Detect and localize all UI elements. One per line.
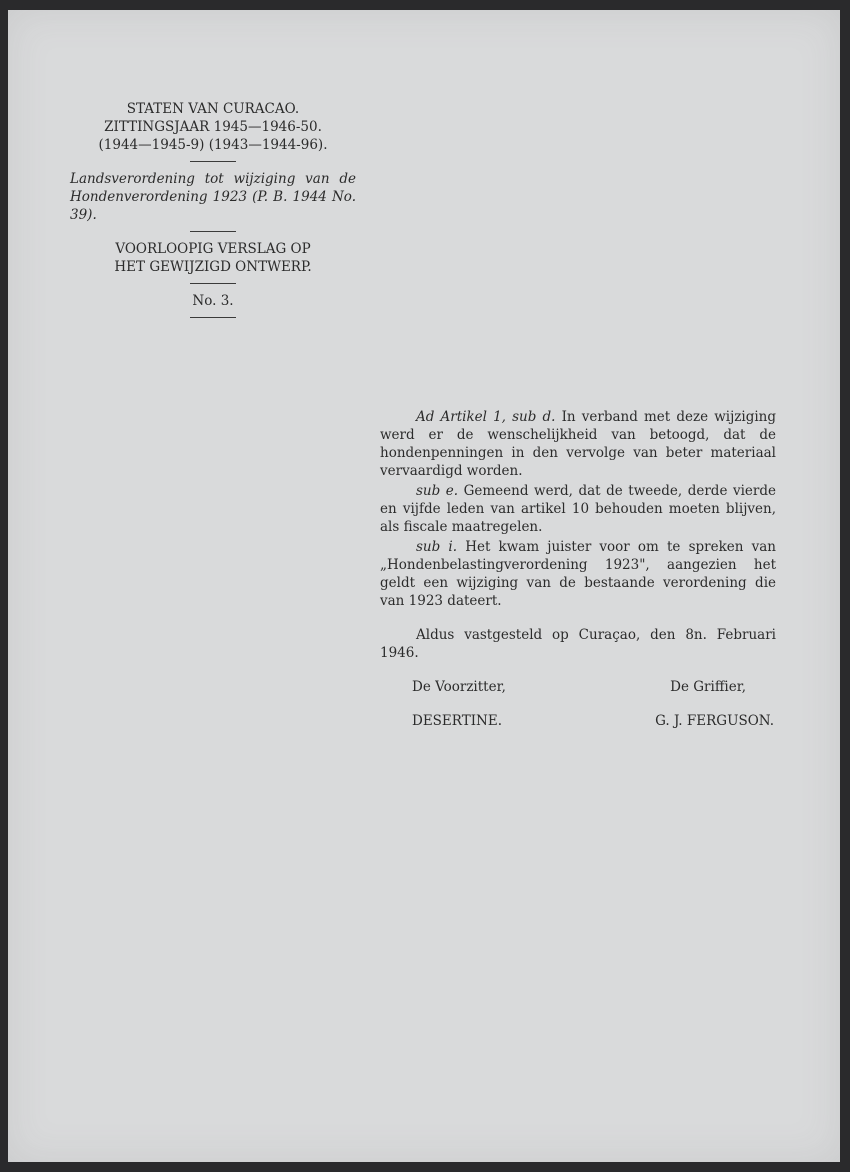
chair-title: De Voorzitter, <box>412 679 506 695</box>
clerk-title: De Griffier, <box>670 679 746 695</box>
divider <box>190 161 236 162</box>
paragraph-text: Het kwam juister voor om te spreken van „Hondenbelastingverordening 1923", aangezien het geldt een wijziging van de bestaande verordening die van 1923 dateert. <box>380 539 776 609</box>
signature-names <box>380 712 776 730</box>
paragraph-sub-e <box>380 482 776 536</box>
signature-titles <box>380 678 776 696</box>
document-number: No. 3. <box>192 293 234 309</box>
report-body <box>380 408 776 730</box>
document-header <box>68 100 358 326</box>
paragraph-article-1-sub-d <box>380 408 776 480</box>
clerk-name: G. J. FERGUSON. <box>655 713 774 729</box>
session-year: ZITTINGSJAAR 1945—1946-50. <box>104 119 322 135</box>
paragraph-label: Ad Artikel 1, sub d. <box>416 409 556 425</box>
report-title-line1: VOORLOOPIG VERSLAG OP <box>115 241 311 257</box>
divider <box>190 283 236 284</box>
report-title-line2: HET GEWIJZIGD ONTWERP. <box>114 259 312 275</box>
ordinance-subject: Landsverordening tot wijziging van de Hondenverordening 1923 (P. B. 1944 No. 39). <box>70 171 356 223</box>
previous-sessions: (1944—1945-9) (1943—1944-96). <box>98 137 328 153</box>
paragraph-label: sub i. <box>416 539 458 555</box>
chair-name: DESERTINE. <box>412 713 503 729</box>
paragraph-text: Gemeend werd, dat de tweede, derde vierde en vijfde leden van artikel 10 behouden moeten blijven, als fiscale maatregelen. <box>380 483 776 535</box>
paragraph-text: In verband met deze wijziging werd er de wenschelijkheid van betoogd, dat de hondenpenningen in den vervolge van beter materiaal vervaardigd worden. <box>380 409 776 479</box>
document-page <box>8 10 840 1162</box>
paragraph-label: sub e. <box>416 483 459 499</box>
divider <box>190 231 236 232</box>
divider <box>190 317 236 318</box>
assembly-name: STATEN VAN CURACAO. <box>126 101 300 117</box>
paragraph-sub-i <box>380 538 776 610</box>
closing-statement: Aldus vastgesteld op Curaçao, den 8n. Februari 1946. <box>380 627 776 661</box>
